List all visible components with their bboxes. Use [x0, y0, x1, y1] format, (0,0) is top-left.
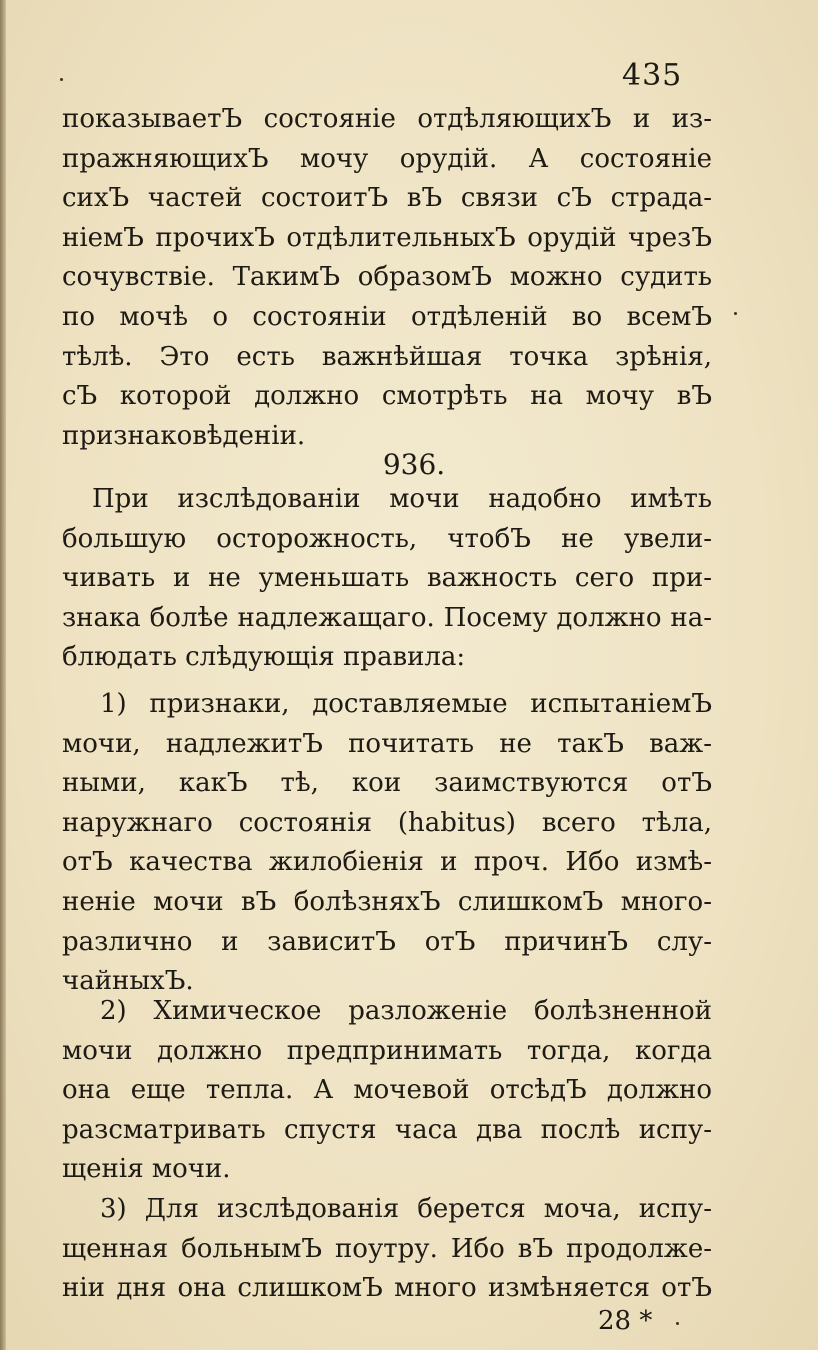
text-line: нiемЪ прочихЪ отдѣлительныхЪ орудiй чрезЪ	[62, 222, 712, 253]
text-line: мочи, надлежитЪ почитать не такЪ важ-	[62, 728, 712, 759]
signature-mark: 28 *	[598, 1306, 653, 1336]
text-line: чайныхЪ.	[62, 966, 194, 997]
text-line: знака болѣе надлежащаго. Посему должно на-	[62, 602, 712, 633]
paper-speck	[676, 1322, 679, 1325]
text-line: отЪ качества жилобiенiя и проч. Ибо измѣ-	[62, 847, 712, 878]
text-line: тѣлѣ. Это есть важнѣйшая точка зрѣнiя,	[62, 341, 712, 372]
text-line: нiи дня она слишкомЪ много измѣняется отЪ	[62, 1273, 712, 1304]
page-number: 435	[622, 58, 683, 93]
rule-1	[62, 685, 712, 1002]
text-line: пражняющихЪ мочу орудiй. А состоянiе	[62, 143, 712, 174]
paragraph-1	[62, 100, 712, 456]
text-line: сочувствiе. ТакимЪ образомЪ можно судить	[62, 262, 712, 293]
page-gutter	[0, 0, 6, 1350]
text-line: При изслѣдованiи мочи надобно имѣть	[92, 484, 712, 514]
text-line: по мочѣ о состоянiи отдѣленiй во всемЪ	[62, 301, 712, 332]
paragraph-2	[62, 480, 712, 678]
text-line: сихЪ частей состоитЪ вЪ связи сЪ страда-	[62, 183, 712, 214]
rule-3	[62, 1190, 712, 1309]
text-line: признаковѣденiи.	[62, 420, 306, 451]
text-line: мочи должно предпринимать тогда, когда	[62, 1035, 712, 1066]
text-line: ненiе мочи вЪ болѣзняхЪ слишкомЪ много-	[62, 886, 712, 917]
text-line: 3) Для изслѣдованiя берется моча, испу-	[100, 1194, 712, 1224]
text-line: она еще тепла. А мочевой отсѣдЪ должно	[62, 1075, 712, 1106]
text-line: различно и зависитЪ отЪ причинЪ слу-	[62, 926, 712, 957]
text-line: разсматривать спустя часа два послѣ испу-	[62, 1114, 712, 1145]
text-line: сЪ которой должно смотрѣть на мочу вЪ	[62, 381, 712, 412]
paper-speck	[60, 78, 63, 81]
text-line: ными, какЪ тѣ, кои заимствуются отЪ	[62, 768, 712, 799]
rule-2	[62, 992, 712, 1190]
text-line: блюдать слѣдующiя правила:	[62, 642, 466, 673]
text-line: наружнаго состоянiя (habitus) всего тѣла,	[62, 807, 712, 838]
text-line: показываетЪ состоянiе отдѣляющихЪ и из-	[62, 104, 712, 134]
text-line: щенiя мочи.	[62, 1154, 231, 1185]
text-line: 2) Химическое разложенiе болѣзненной	[100, 996, 712, 1026]
text-line: щенная больнымЪ поутру. Ибо вЪ продолже-	[62, 1233, 712, 1264]
text-line: 1) признаки, доставляемые испытанiемЪ	[100, 689, 712, 719]
paper-speck	[734, 312, 737, 315]
text-line: большую осторожность, чтобЪ не увели-	[62, 523, 712, 554]
text-line: чивать и не уменьшать важность сего при-	[62, 563, 712, 594]
section-number: 936.	[382, 448, 446, 481]
